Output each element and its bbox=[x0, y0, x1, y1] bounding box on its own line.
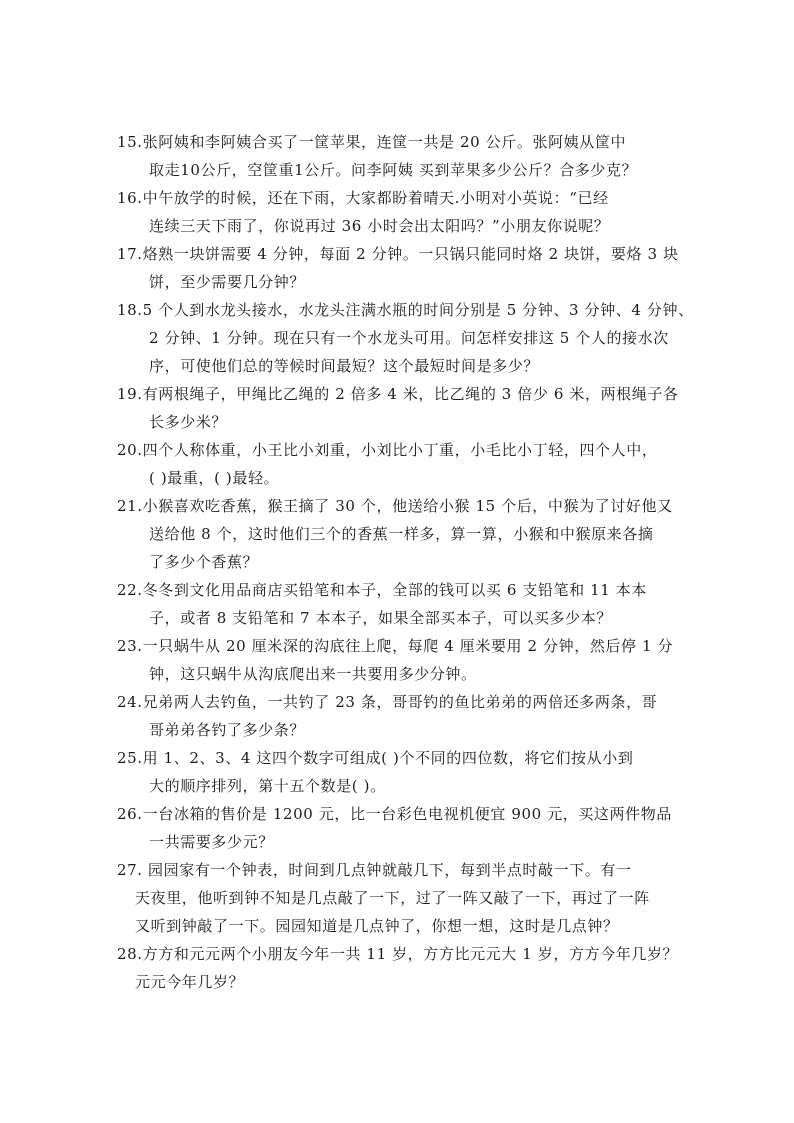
problem-23-line-2: 钟，这只蜗牛从沟底爬出来一共要用多少分钟。 bbox=[149, 665, 477, 683]
problem-21-line-2: 送给他 8 个，这时他们三个的香蕉一样多，算一算，小猴和中猴原来各摘 bbox=[149, 525, 654, 543]
problem-18-line-3: 序，可使他们总的等候时间最短？这个最短时间是多少？ bbox=[149, 357, 540, 375]
problem-20-line-1: 20.四个人称体重，小王比小刘重，小刘比小丁重，小毛比小丁轻，四个人中， bbox=[117, 441, 658, 459]
problem-18-line-2: 2 分钟、1 分钟。现在只有一个水龙头可用。问怎样安排这 5 个人的接水次 bbox=[149, 329, 669, 347]
problem-17-line-1: 17.烙熟一块饼需要 4 分钟，每面 2 分钟。一只锅只能同时烙 2 块饼，要烙 3 块 bbox=[117, 245, 679, 263]
problem-24-line-1: 24.兄弟两人去钓鱼，一共钓了 23 条，哥哥钓的鱼比弟弟的两倍还多两条，哥 bbox=[117, 693, 658, 711]
problem-21-line-3: 了多少个香蕉？ bbox=[149, 553, 259, 571]
problem-25-line-2: 大的顺序排列，第十五个数是( )。 bbox=[149, 777, 386, 795]
problem-19-line-1: 19.有两根绳子，甲绳比乙绳的 2 倍多 4 米，比乙绳的 3 倍少 6 米，两根绳子各 bbox=[117, 385, 679, 403]
problem-20-line-2: ( )最重，( )最轻。 bbox=[149, 469, 280, 487]
problem-24-line-2: 哥弟弟各钓了多少条？ bbox=[149, 721, 306, 739]
problem-15-line-2: 取走10公斤，空筐重1公斤。问李阿姨 买到苹果多少公斤？合多少克？ bbox=[149, 161, 638, 179]
problem-23-line-1: 23.一只蜗牛从 20 厘米深的沟底往上爬，每爬 4 厘米要用 2 分钟，然后停 1 分 bbox=[117, 637, 674, 655]
problem-22-line-1: 22.冬冬到文化用品商店买铅笔和本子，全部的钱可以买 6 支铅笔和 11 本本 bbox=[117, 581, 647, 599]
problem-17-line-2: 饼，至少需要几分钟？ bbox=[149, 273, 306, 291]
problem-25-line-1: 25.用 1、2、3、4 这四个数字可组成( )个不同的四位数，将它们按从小到 bbox=[117, 749, 634, 767]
problem-19-line-2: 长多少米？ bbox=[149, 413, 228, 431]
problem-15-line-1: 15.张阿姨和李阿姨合买了一筐苹果，连筐一共是 20 公斤。张阿姨从筐中 bbox=[117, 133, 627, 151]
problem-26-line-2: 一共需要多少元？ bbox=[149, 833, 274, 851]
problem-16-line-1: 16.中午放学的时候，还在下雨，大家都盼着晴天.小明对小英说：“已经 bbox=[117, 189, 609, 207]
problem-18-line-1: 18.5 个人到水龙头接水，水龙头注满水瓶的时间分别是 5 分钟、3 分钟、4 分钟、 bbox=[117, 301, 694, 319]
problem-27-line-3: 又听到钟敲了一下。园园知道是几点钟了，你想一想，这时是几点钟？ bbox=[135, 917, 619, 935]
problem-27-line-1: 27. 园园家有一个钟表，时间到几点钟就敲几下，每到半点时敲一下。有一 bbox=[117, 861, 632, 879]
problem-16-line-2: 连续三天下雨了，你说再过 36 小时会出太阳吗？”小朋友你说呢？ bbox=[149, 217, 610, 235]
problem-28-line-1: 28.方方和元元两个小朋友今年一共 11 岁，方方比元元大 1 岁，方方今年几岁？ bbox=[117, 945, 679, 963]
problem-22-line-2: 子，或者 8 支铅笔和 7 本本子，如果全部买本子，可以买多少本？ bbox=[149, 609, 612, 627]
problem-28-line-2: 元元今年几岁？ bbox=[135, 973, 245, 991]
problem-21-line-1: 21.小猴喜欢吃香蕉，猴王摘了 30 个，他送给小猴 15 个后，中猴为了讨好他又 bbox=[117, 497, 673, 515]
problem-26-line-1: 26.一台冰箱的售价是 1200 元，比一台彩色电视机便宜 900 元，买这两件物品 bbox=[117, 805, 672, 823]
problem-27-line-2: 天夜里，他听到钟不知是几点敲了一下，过了一阵又敲了一下，再过了一阵 bbox=[135, 889, 650, 907]
